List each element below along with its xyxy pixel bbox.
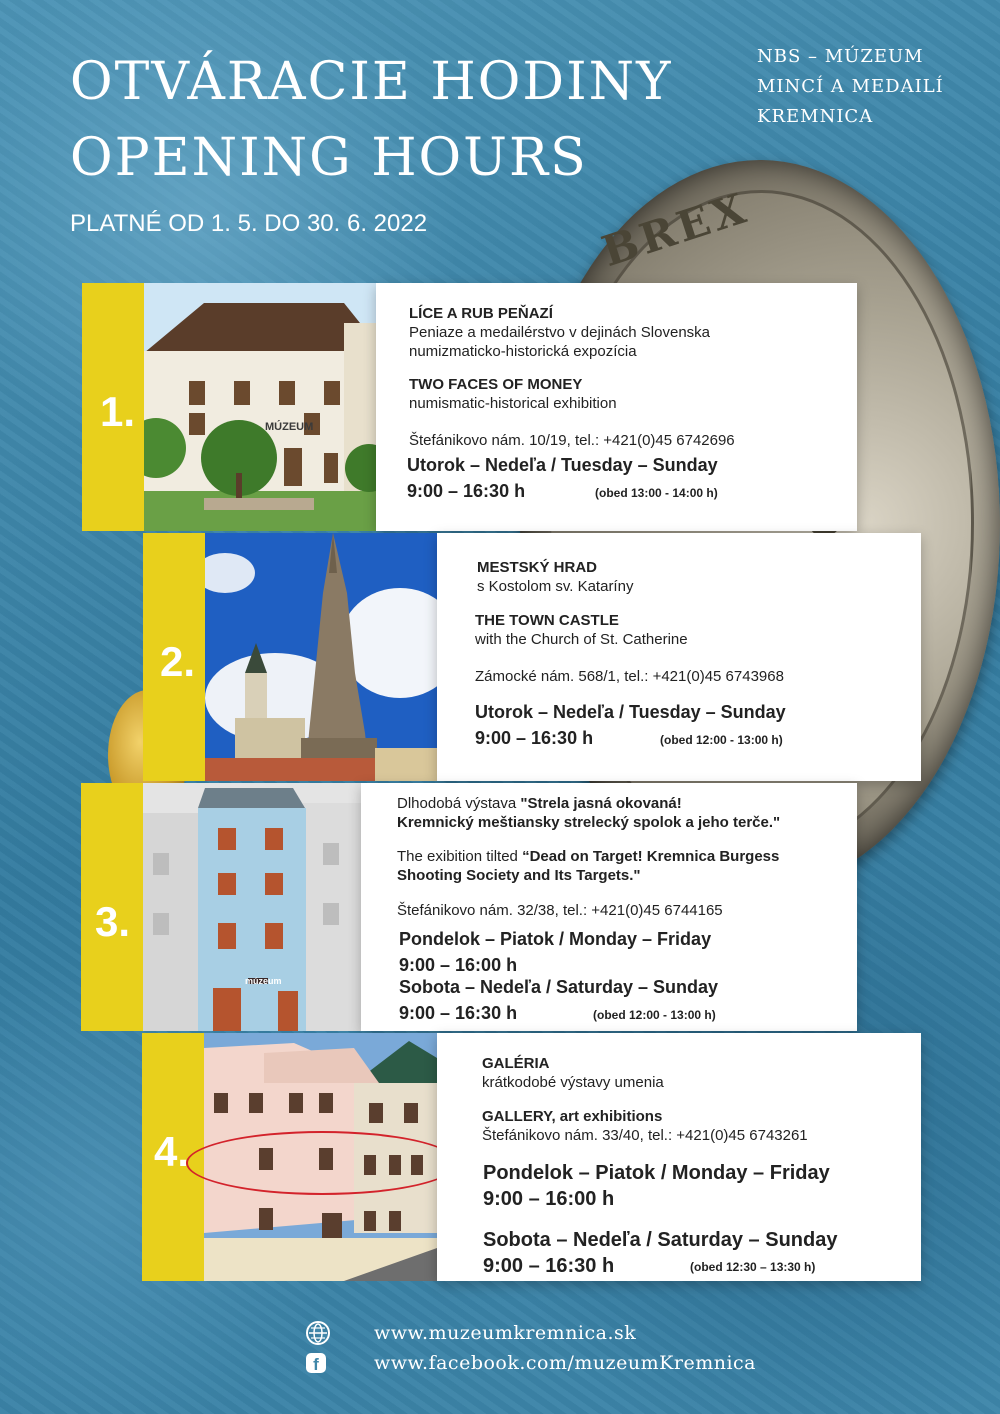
facebook-link[interactable]: www.facebook.com/muzeumKremnica: [374, 1352, 756, 1374]
card-3-intro-en: [397, 848, 779, 865]
card-2-number: 2.: [160, 638, 196, 685]
card-3-exhibit-title: "Strela jasná okovaná!: [520, 795, 682, 812]
coin-inscription-top: BREX: [596, 182, 755, 277]
card-1-subtitle-2: numizmaticko-historická expozícia: [409, 343, 637, 360]
card-1-photo: [144, 283, 376, 531]
institution-line: NBS – MÚZEUM: [757, 46, 924, 67]
globe-icon-svg: [308, 1323, 328, 1343]
institution-line: KREMNICA: [757, 106, 874, 127]
card-3-time-weekend: 9:00 – 16:30 h: [399, 1003, 518, 1023]
card-1-title: LÍCE A RUB PEŇAZÍ: [409, 305, 553, 322]
museum-sign-label: MÚZEUM: [265, 421, 314, 433]
card-4-days-weekend: Sobota – Nedeľa / Saturday – Sunday: [483, 1229, 838, 1251]
card-2-subtitle: s Kostolom sv. Kataríny: [477, 578, 634, 595]
card-4-number: 4.: [154, 1128, 190, 1175]
card-3-intro-label: Dlhodobá výstava: [397, 795, 521, 812]
validity-dates: PLATNÉ OD 1. 5. DO 30. 6. 2022: [70, 210, 428, 237]
globe-icon: [306, 1321, 330, 1345]
institution-line: MINCÍ A MEDAILÍ: [757, 76, 944, 97]
facebook-icon: f: [306, 1353, 326, 1373]
card-3-time-weekday: 9:00 – 16:00 h: [399, 955, 518, 975]
card-4-address: Štefánikovo nám. 33/40, tel.: +421(0)45 6743261: [482, 1127, 808, 1144]
card-3-exhibit-title-en-2: Shooting Society and Its Targets.": [397, 867, 641, 884]
card-4-days-weekday: Pondelok – Piatok / Monday – Friday: [483, 1162, 830, 1184]
card-2-photo: [205, 533, 437, 781]
card-1-subtitle: Peniaze a medailérstvo v dejinách Slovenska: [409, 324, 711, 341]
card-2-lunch: (obed 12:00 - 13:00 h): [660, 733, 783, 747]
card-1-address: Štefánikovo nám. 10/19, tel.: +421(0)45 6742696: [409, 432, 735, 449]
website-link[interactable]: www.muzeumkremnica.sk: [374, 1322, 637, 1344]
card-3-exhibit-title-en: “Dead on Target! Kremnica Burgess: [522, 848, 780, 865]
highlight-ellipse: [186, 1131, 458, 1195]
card-1-title-en: TWO FACES OF MONEY: [409, 376, 583, 393]
card-3-number: 3.: [95, 898, 131, 945]
card-1-time: 9:00 – 16:30 h: [407, 481, 526, 501]
card-2-title-en: THE TOWN CASTLE: [475, 612, 619, 629]
card-4-lunch: (obed 12:30 – 13:30 h): [690, 1260, 816, 1274]
card-4-title: GALÉRIA: [482, 1055, 550, 1072]
card-4-title-en: GALLERY, art exhibitions: [482, 1108, 663, 1125]
card-1-subtitle-en: numismatic-historical exhibition: [409, 395, 617, 412]
card-1-lunch: (obed 13:00 - 14:00 h): [595, 486, 718, 500]
card-3-days-weekend: Sobota – Nedeľa / Saturday – Sunday: [399, 977, 719, 997]
card-3-photo-sign: múzeum: [245, 976, 282, 986]
card-3-photo: [143, 783, 361, 1031]
title-slovak: OTVÁRACIE HODINY: [70, 52, 673, 112]
card-4-subtitle: krátkodobé výstavy umenia: [482, 1074, 664, 1091]
shooting-exhibition-building-image: [143, 783, 361, 1031]
card-2-address: Zámocké nám. 568/1, tel.: +421(0)45 6743968: [475, 668, 784, 685]
card-3-address: Štefánikovo nám. 32/38, tel.: +421(0)45 6744165: [397, 902, 723, 919]
institution-name: [757, 42, 944, 132]
card-3-exhibit-title-2: Kremnický meštiansky strelecký spolok a jeho terče.": [397, 814, 781, 831]
card-4-time-weekday: 9:00 – 16:00 h: [483, 1188, 615, 1210]
card-2-days: Utorok – Nedeľa / Tuesday – Sunday: [475, 702, 786, 722]
title-english: OPENING HOURS: [70, 128, 588, 188]
card-2-time: 9:00 – 16:30 h: [475, 728, 594, 748]
card-3-days-weekday: Pondelok – Piatok / Monday – Friday: [399, 929, 712, 949]
museum-building-image: [144, 283, 376, 531]
town-castle-image: [205, 533, 437, 781]
card-3-intro-en-label: The exibition tilted: [397, 848, 523, 865]
card-2-subtitle-en: with the Church of St. Catherine: [475, 631, 688, 648]
card-1-days: Utorok – Nedeľa / Tuesday – Sunday: [407, 455, 718, 475]
card-3-lunch: (obed 12:00 - 13:00 h): [593, 1008, 716, 1022]
card-1-number: 1.: [100, 388, 136, 435]
card-2-title: MESTSKÝ HRAD: [477, 559, 598, 576]
card-3-intro: [397, 795, 682, 812]
card-4-time-weekend: 9:00 – 16:30 h: [483, 1255, 615, 1277]
